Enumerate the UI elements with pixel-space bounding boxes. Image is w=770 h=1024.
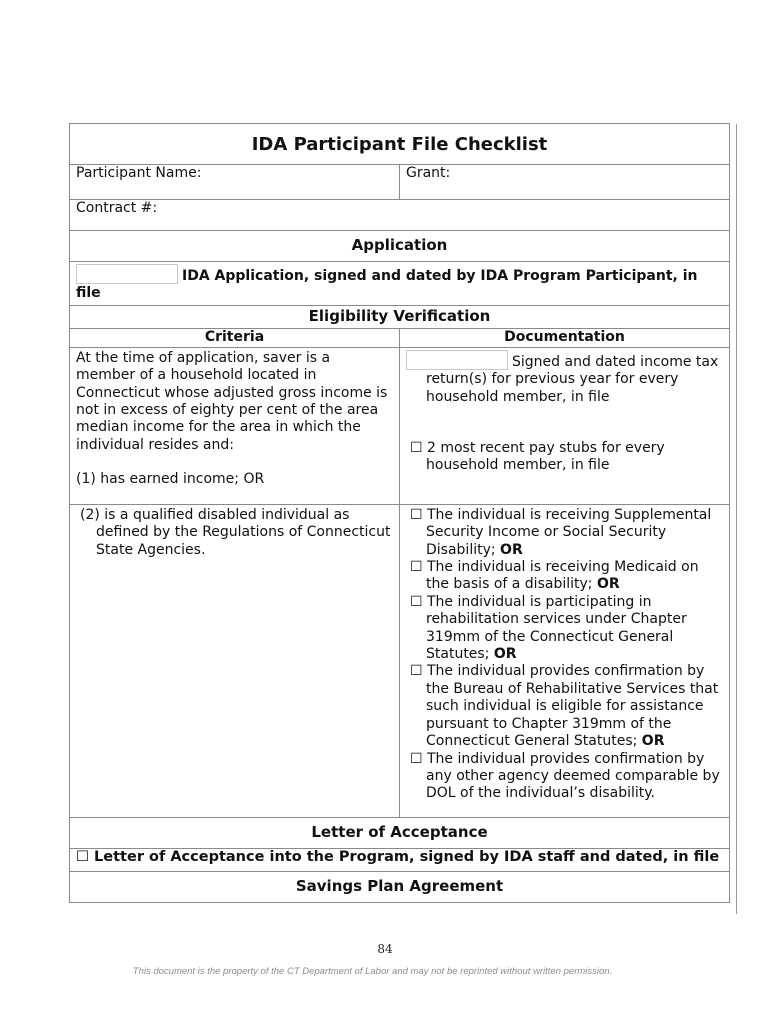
or-label: OR (641, 733, 665, 750)
acceptance-heading: Letter of Acceptance (70, 817, 730, 848)
criteria-1-intro: At the time of application, saver is a member of a household located in Connecticut whose adjusted gross income is not in excess of eighty per cent of the area median income for the area in which the individual resides and: (76, 349, 388, 453)
application-item (70, 262, 730, 306)
doc-2-item-rehab[interactable] (406, 594, 723, 664)
tax-return-checkbox[interactable] (406, 350, 508, 370)
doc-2-item-rehab-text: ☐ The individual is participating in rehabilitation services under Chapter 319mm of the Connecticut General Statutes; (410, 593, 687, 663)
acceptance-item[interactable]: ☐ Letter of Acceptance into the Program, signed by IDA staff and dated, in file (70, 848, 730, 871)
doc-2-item-medicaid-text: ☐ The individual is receiving Medicaid on the basis of a disability; (410, 559, 699, 593)
criteria-cell-1 (70, 347, 400, 504)
documentation-cell-1 (400, 347, 730, 504)
participant-name-field[interactable]: Participant Name: (70, 165, 400, 200)
doc-2-item-other-agency-text: ☐ The individual provides confirmation by any other agency deemed comparable by DOL of the individual’s disability. (410, 750, 720, 802)
doc-2-item-medicaid[interactable] (406, 559, 723, 594)
criteria-2-text: (2) is a qualified disabled individual as defined by the Regulations of Connecticut State Agencies. (80, 506, 391, 558)
doc-2-item-ssi-text: ☐ The individual is receiving Supplemental Security Income or Social Security Disability; (410, 506, 712, 558)
or-label: OR (500, 541, 523, 558)
eligibility-heading: Eligibility Verification (70, 305, 730, 328)
doc-2-item-other-agency[interactable] (406, 751, 723, 803)
doc-1b-item[interactable]: ☐ 2 most recent pay stubs for every household member, in file (410, 440, 665, 474)
doc-2-item-bureau-text: ☐ The individual provides confirmation by the Bureau of Rehabilitative Services that such individual is eligible for assistance pursuant to Chapter 319mm of the Connecticut General Statutes; (410, 663, 719, 750)
documentation-column-header: Documentation (400, 328, 730, 347)
application-item-text: IDA Application, signed and dated by IDA Program Participant, in file (76, 268, 698, 302)
grant-field[interactable]: Grant: (400, 165, 730, 200)
checklist-table (69, 123, 730, 903)
form-title: IDA Participant File Checklist (70, 124, 730, 165)
doc-2-item-ssi[interactable] (406, 507, 723, 559)
documentation-cell-2 (400, 504, 730, 817)
doc-1a-item (406, 350, 723, 406)
doc-1a-text: Signed and dated income tax return(s) for previous year for every household member, in file (426, 353, 719, 405)
footer-disclaimer: This document is the property of the CT Department of Labor and may not be reprinted without written permission. (132, 966, 613, 977)
doc-2-item-bureau[interactable] (406, 663, 723, 750)
application-heading: Application (70, 231, 730, 262)
or-label: OR (493, 646, 517, 663)
contract-number-field[interactable]: Contract #: (70, 200, 730, 231)
savings-plan-heading: Savings Plan Agreement (70, 871, 730, 902)
or-label: OR (596, 576, 620, 593)
side-margin-rule (736, 124, 737, 914)
page-number: 84 (377, 942, 393, 956)
criteria-cell-2 (70, 504, 400, 817)
criteria-1-item: (1) has earned income; OR (76, 471, 265, 488)
application-checkbox[interactable] (76, 264, 178, 284)
criteria-column-header: Criteria (70, 328, 400, 347)
